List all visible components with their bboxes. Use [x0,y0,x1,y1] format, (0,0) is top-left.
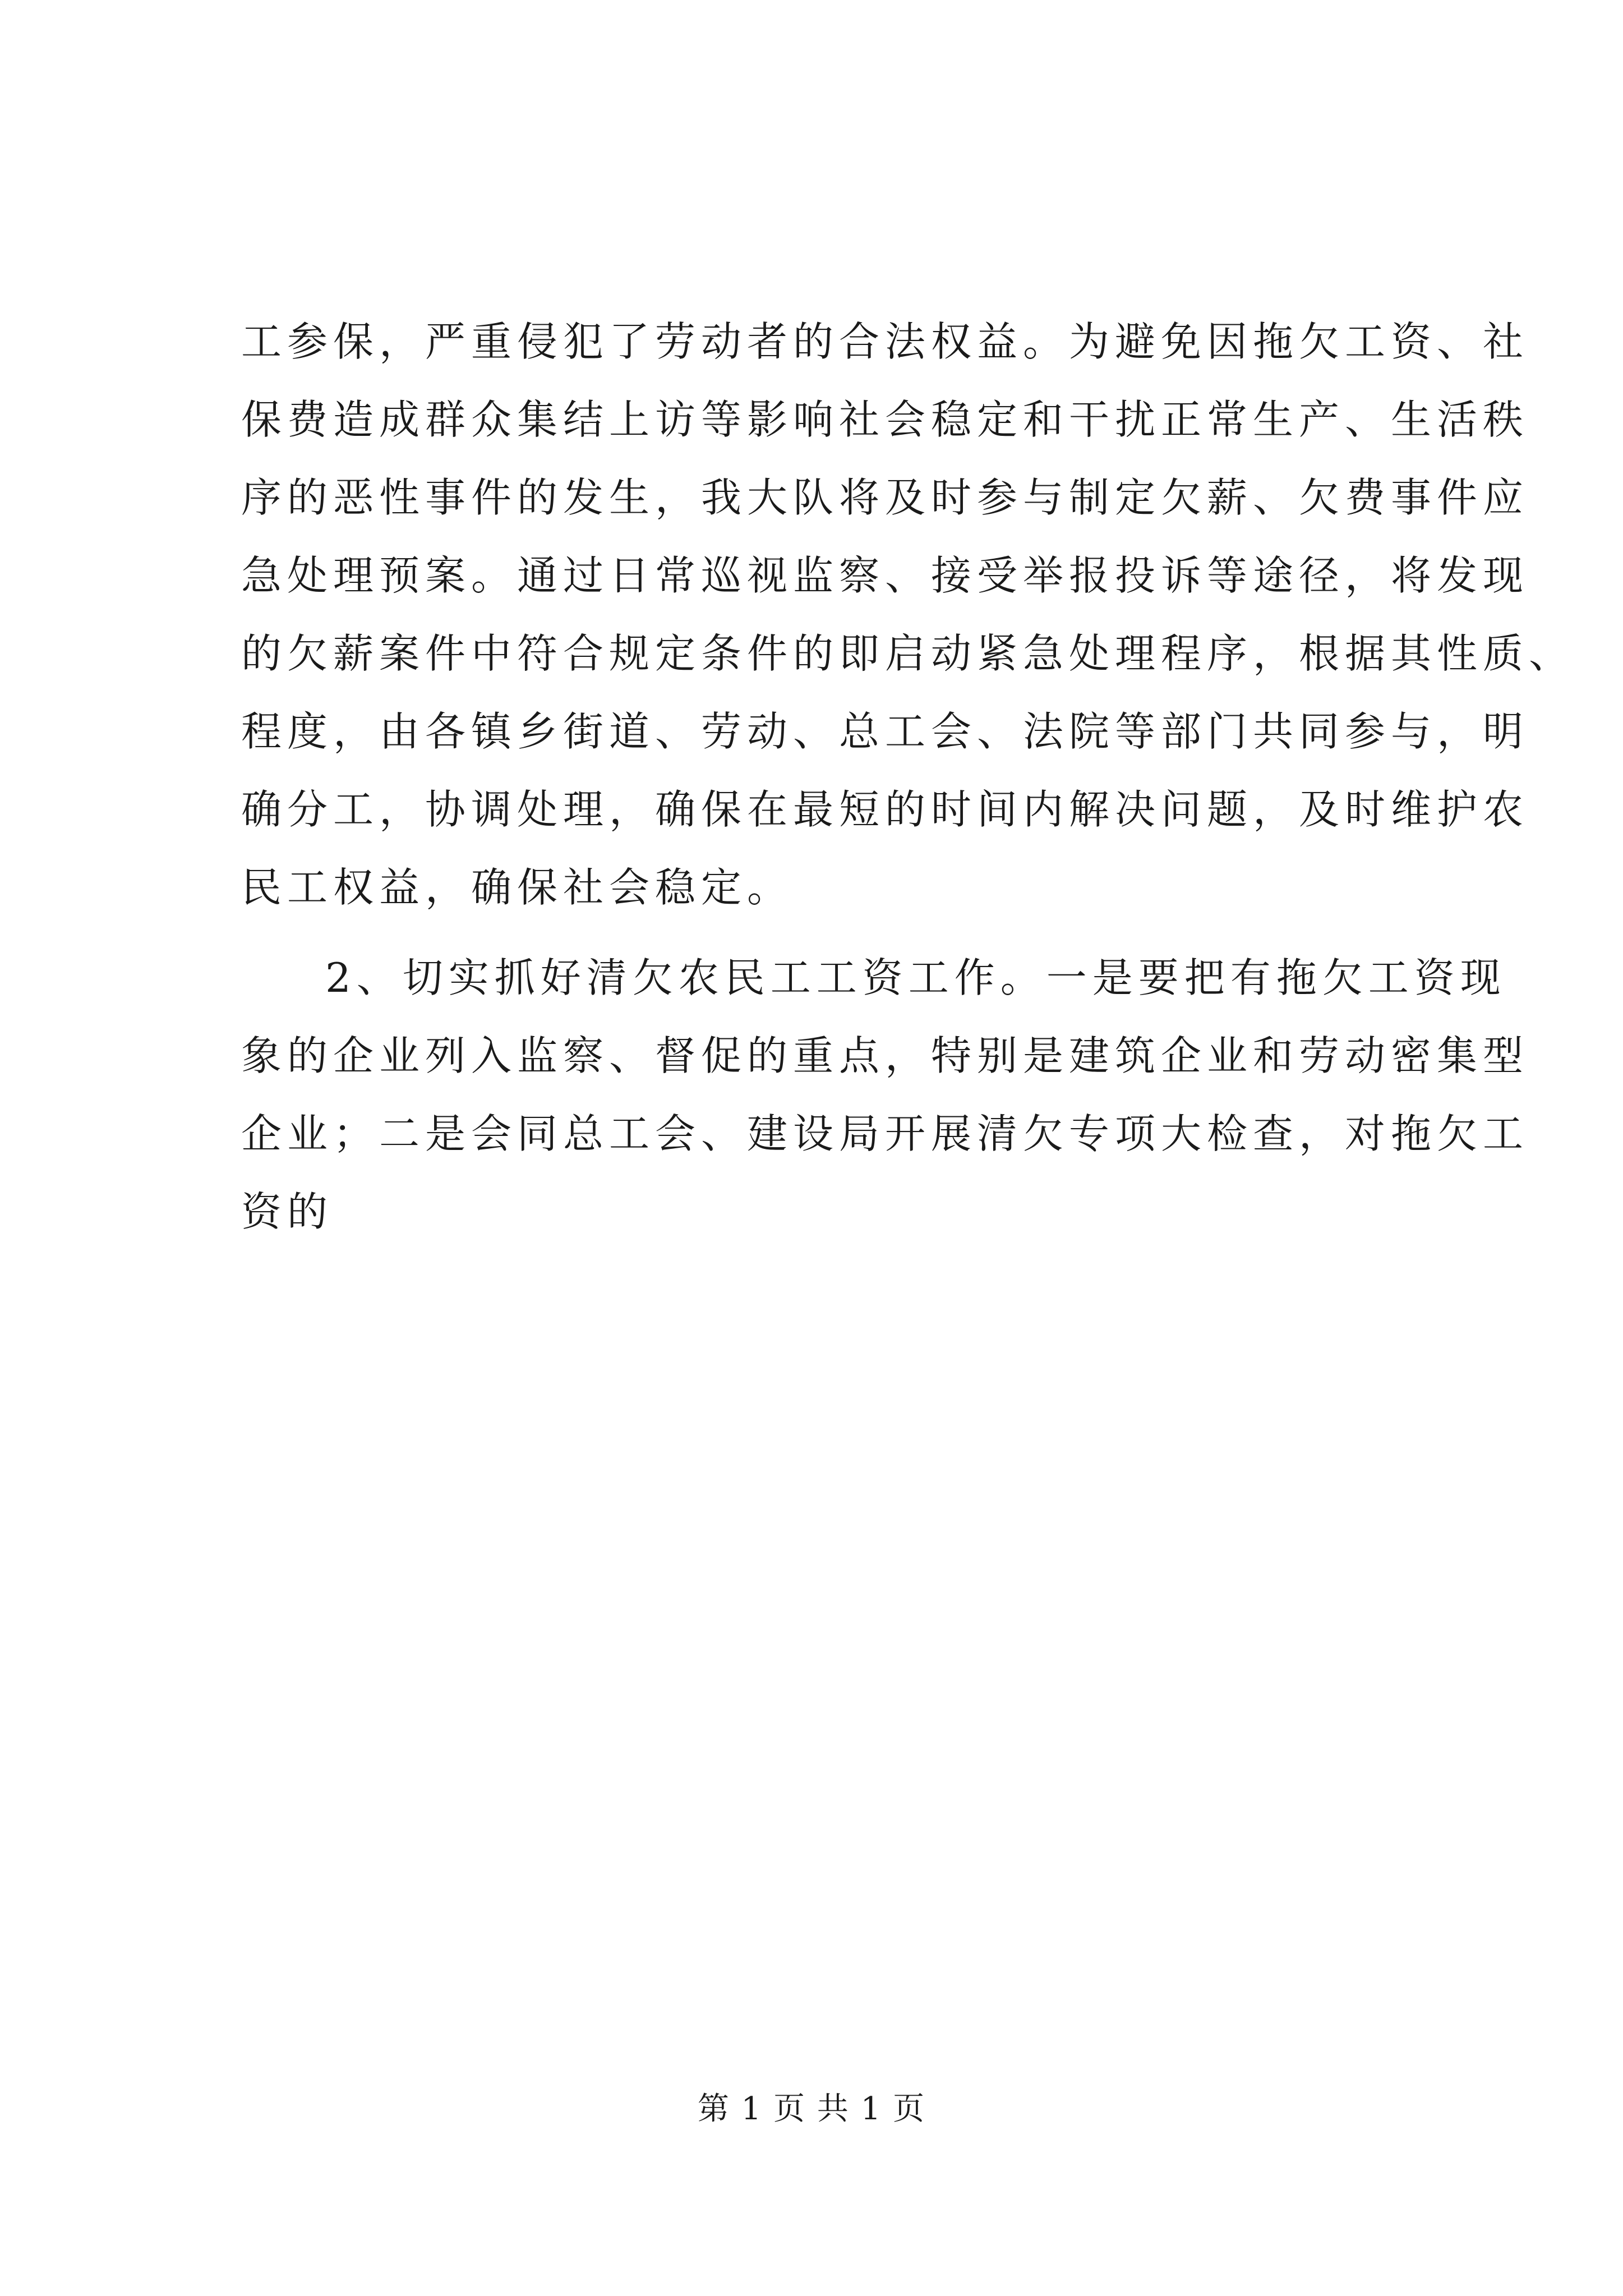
text-line: 程度，由各镇乡街道、劳动、总工会、法院等部门共同参与，明 [241,708,1529,755]
text-line: 企业；二是会同总工会、建设局开展清欠专项大检查，对拖欠工 [241,1110,1529,1157]
paragraph-1 [241,303,1575,927]
text-line: 资的 [241,1188,334,1235]
body-text [241,303,1575,1251]
text-line: 工参保，严重侵犯了劳动者的合法权益。为避免因拖欠工资、社 [241,318,1529,365]
text-line: 2、切实抓好清欠农民工工资工作。一是要把有拖欠工资现 [325,954,1506,1001]
text-line: 急处理预案。通过日常巡视监察、接受举报投诉等途径，将发现 [241,552,1529,599]
text-line: 确分工，协调处理，确保在最短的时间内解决问题，及时维护农 [241,786,1529,833]
paragraph-2 [241,939,1529,1251]
text-line: 象的企业列入监察、督促的重点，特别是建筑企业和劳动密集型 [241,1032,1529,1079]
page-number-label: 第 1 页 共 1 页 [697,2091,926,2127]
text-line: 民工权益，确保社会稳定。 [241,864,794,911]
text-line: 保费造成群众集结上访等影响社会稳定和干扰正常生产、生活秩 [241,396,1529,443]
text-line: 序的恶性事件的发生，我大队将及时参与制定欠薪、欠费事件应 [241,474,1529,521]
paragraph-spacer [241,927,1396,939]
text-line: 的欠薪案件中符合规定条件的即启动紧急处理程序，根据其性质、 [241,630,1575,677]
page-footer [0,2087,1623,2132]
